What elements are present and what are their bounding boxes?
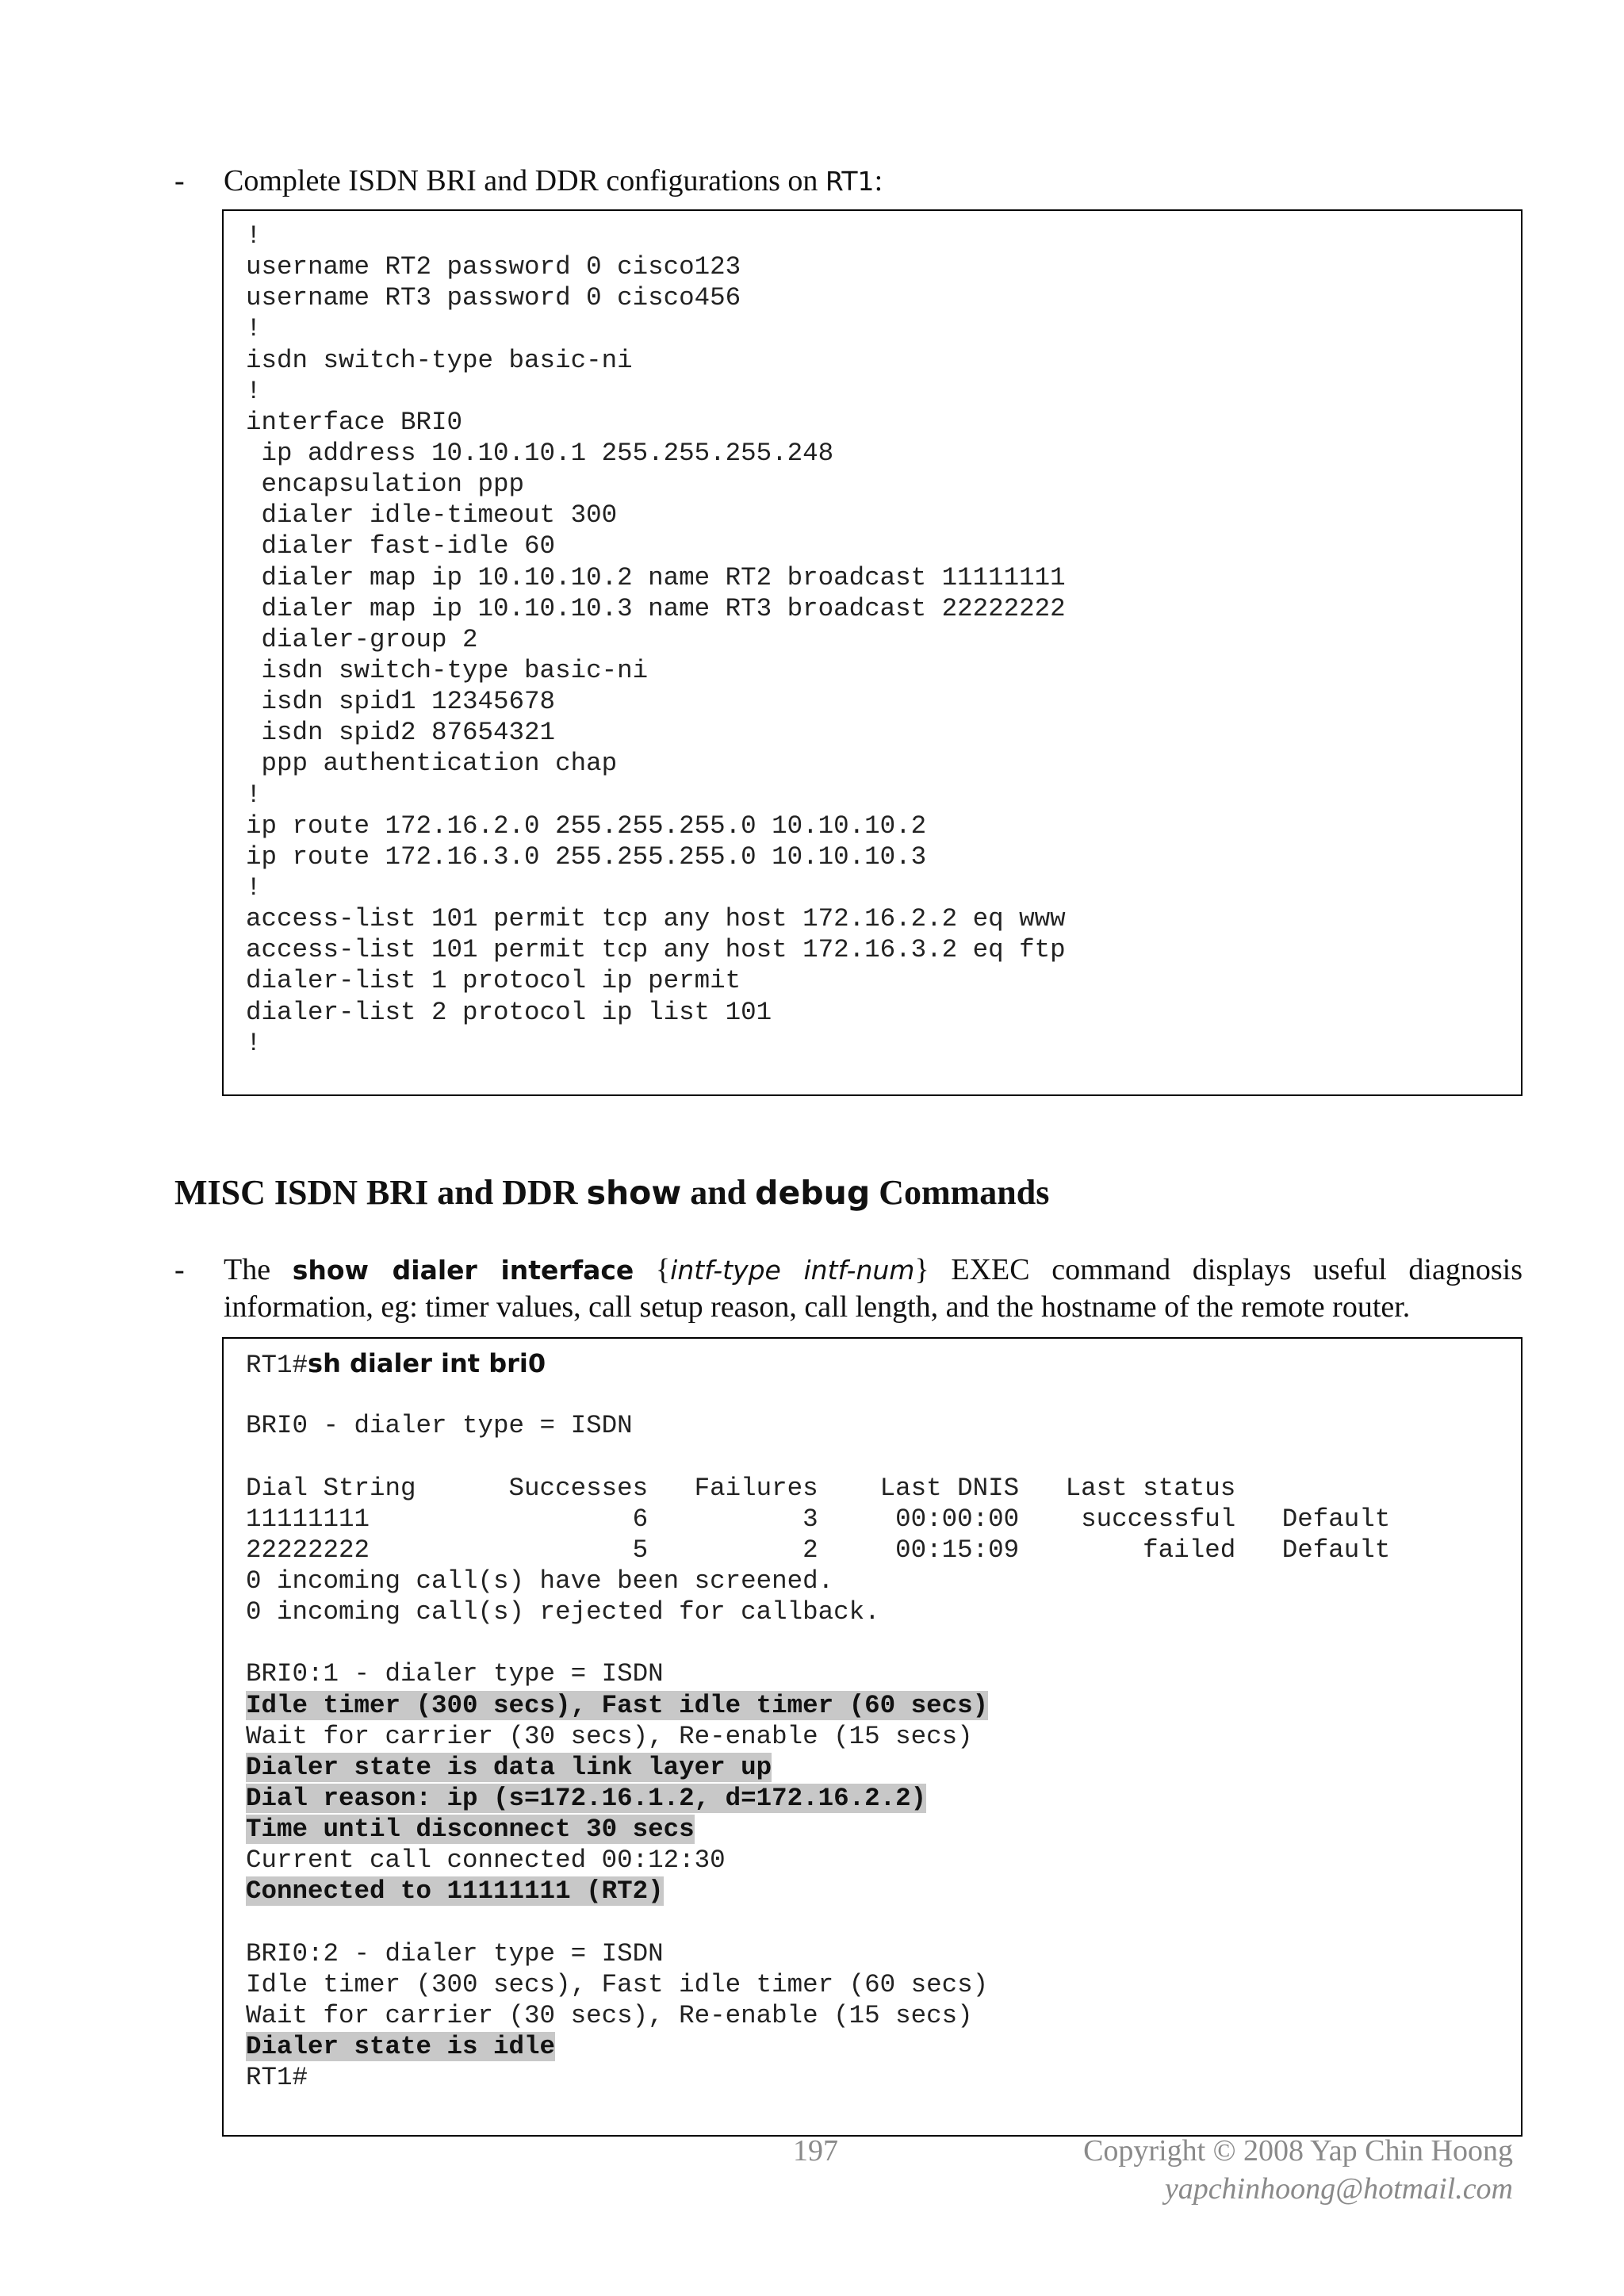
output-line: 11111111 6 3 00:00:00 successful Default [246, 1504, 1391, 1534]
output-line: Dial String Successes Failures Last DNIS Last status [246, 1473, 1236, 1503]
config-line: dialer-group 2 [246, 624, 478, 654]
config-line: dialer-list 2 protocol ip list 101 [246, 997, 772, 1027]
prompt-line [246, 1348, 1499, 1379]
highlight: Dialer state is idle [246, 2032, 556, 2062]
highlight: Dial reason: ip (s=172.16.1.2, d=172.16.2.2) [246, 1783, 927, 1813]
config-line: ! [246, 314, 262, 344]
config-line: username RT3 password 0 cisco456 [246, 283, 741, 313]
config-line: ip route 172.16.3.0 255.255.255.0 10.10.10.3 [246, 841, 927, 872]
highlight: Idle timer (300 secs), Fast idle timer (60 secs) [246, 1690, 989, 1720]
config-line: dialer-list 1 protocol ip permit [246, 966, 741, 996]
config-line: ip address 10.10.10.1 255.255.255.248 [246, 438, 834, 468]
config-line: ! [246, 1028, 262, 1058]
config-line: dialer map ip 10.10.10.3 name RT3 broadcast 22222222 [246, 593, 1066, 623]
config-line: isdn spid2 87654321 [246, 718, 556, 748]
output-line: 0 incoming call(s) have been screened. [246, 1566, 834, 1596]
output-line [246, 1441, 1499, 1472]
config-line: username RT2 password 0 cisco123 [246, 252, 741, 282]
highlighted-output-line [246, 1783, 1499, 1814]
output-line: Wait for carrier (30 secs), Re-enable (15 secs) [246, 2000, 973, 2030]
bullet-dash: - [174, 164, 185, 197]
config-line: ! [246, 376, 262, 406]
config-line: isdn spid1 12345678 [246, 687, 556, 717]
author-email: yapchinhoong@hotmail.com [1164, 2172, 1513, 2206]
output-line: 0 incoming call(s) rejected for callback. [246, 1597, 880, 1627]
bullet-dash: - [174, 1253, 185, 1286]
page-number: 197 [793, 2134, 838, 2168]
show-dialer-bullet [174, 1251, 1522, 1331]
output-line: Wait for carrier (30 secs), Re-enable (15 secs) [246, 1721, 973, 1751]
config-line: access-list 101 permit tcp any host 172.16.3.2 eq ftp [246, 935, 1066, 965]
show-dialer-description: The show dialer interface {intf-type intf-num} EXEC command displays useful diagnosis information, eg: timer values, call setup reason, call length, and the hostname of the remote router. [224, 1253, 1522, 1324]
highlight: Time until disconnect 30 secs [246, 1815, 695, 1845]
config-code-box [222, 209, 1522, 1096]
config-line: ip route 172.16.2.0 255.255.255.0 10.10.10.2 [246, 811, 927, 841]
device-name: RT1 [825, 166, 875, 197]
output-line: BRI0:2 - dialer type = ISDN [246, 1938, 664, 1968]
output-line [246, 1379, 1499, 1410]
output-line: Current call connected 00:12:30 [246, 1846, 726, 1876]
highlighted-output-line [246, 1876, 1499, 1907]
output-line: Idle timer (300 secs), Fast idle timer (60 secs) [246, 1969, 989, 1999]
config-line: ! [246, 872, 262, 903]
highlight: Connected to 11111111 (RT2) [246, 1876, 664, 1907]
config-line: ! [246, 780, 262, 810]
config-line: interface BRI0 [246, 407, 463, 437]
command-argument: intf-type intf-num [670, 1255, 915, 1286]
output-line [246, 1907, 1499, 1938]
copyright-notice: Copyright © 2008 Yap Chin Hoong [1083, 2134, 1513, 2168]
highlighted-output-line [246, 1690, 1499, 1721]
config-line: encapsulation ppp [246, 470, 525, 500]
config-line: dialer idle-timeout 300 [246, 500, 618, 531]
heading-show-keyword: show [586, 1174, 682, 1212]
entered-command: sh dialer int bri0 [308, 1348, 546, 1378]
section-heading: MISC ISDN BRI and DDR show and debug Commands [174, 1173, 1050, 1212]
heading-debug-keyword: debug [755, 1174, 871, 1212]
highlight: Dialer state is data link layer up [246, 1752, 772, 1782]
prompt: RT1# [246, 1351, 308, 1380]
highlighted-output-line [246, 1814, 1499, 1845]
output-line: BRI0 - dialer type = ISDN [246, 1411, 633, 1441]
command-name: show dialer interface [292, 1255, 634, 1286]
config-line: isdn switch-type basic-ni [246, 655, 649, 685]
show-dialer-output-box [222, 1337, 1522, 2137]
output-line: BRI0:1 - dialer type = ISDN [246, 1659, 664, 1689]
highlighted-output-line [246, 2031, 1499, 2062]
config-line: ! [246, 221, 262, 251]
intro-text: Complete ISDN BRI and DDR configurations on RT1: [224, 164, 883, 197]
output-line: RT1# [246, 2063, 308, 2093]
config-line: dialer map ip 10.10.10.2 name RT2 broadcast 11111111 [246, 562, 1066, 592]
config-line: isdn switch-type basic-ni [246, 345, 633, 375]
highlighted-output-line [246, 1752, 1499, 1783]
output-line [246, 1627, 1499, 1658]
config-line: ppp authentication chap [246, 749, 618, 779]
config-line: dialer fast-idle 60 [246, 531, 556, 562]
config-line: access-list 101 permit tcp any host 172.16.2.2 eq www [246, 904, 1066, 934]
output-line: 22222222 5 2 00:15:09 failed Default [246, 1535, 1391, 1565]
